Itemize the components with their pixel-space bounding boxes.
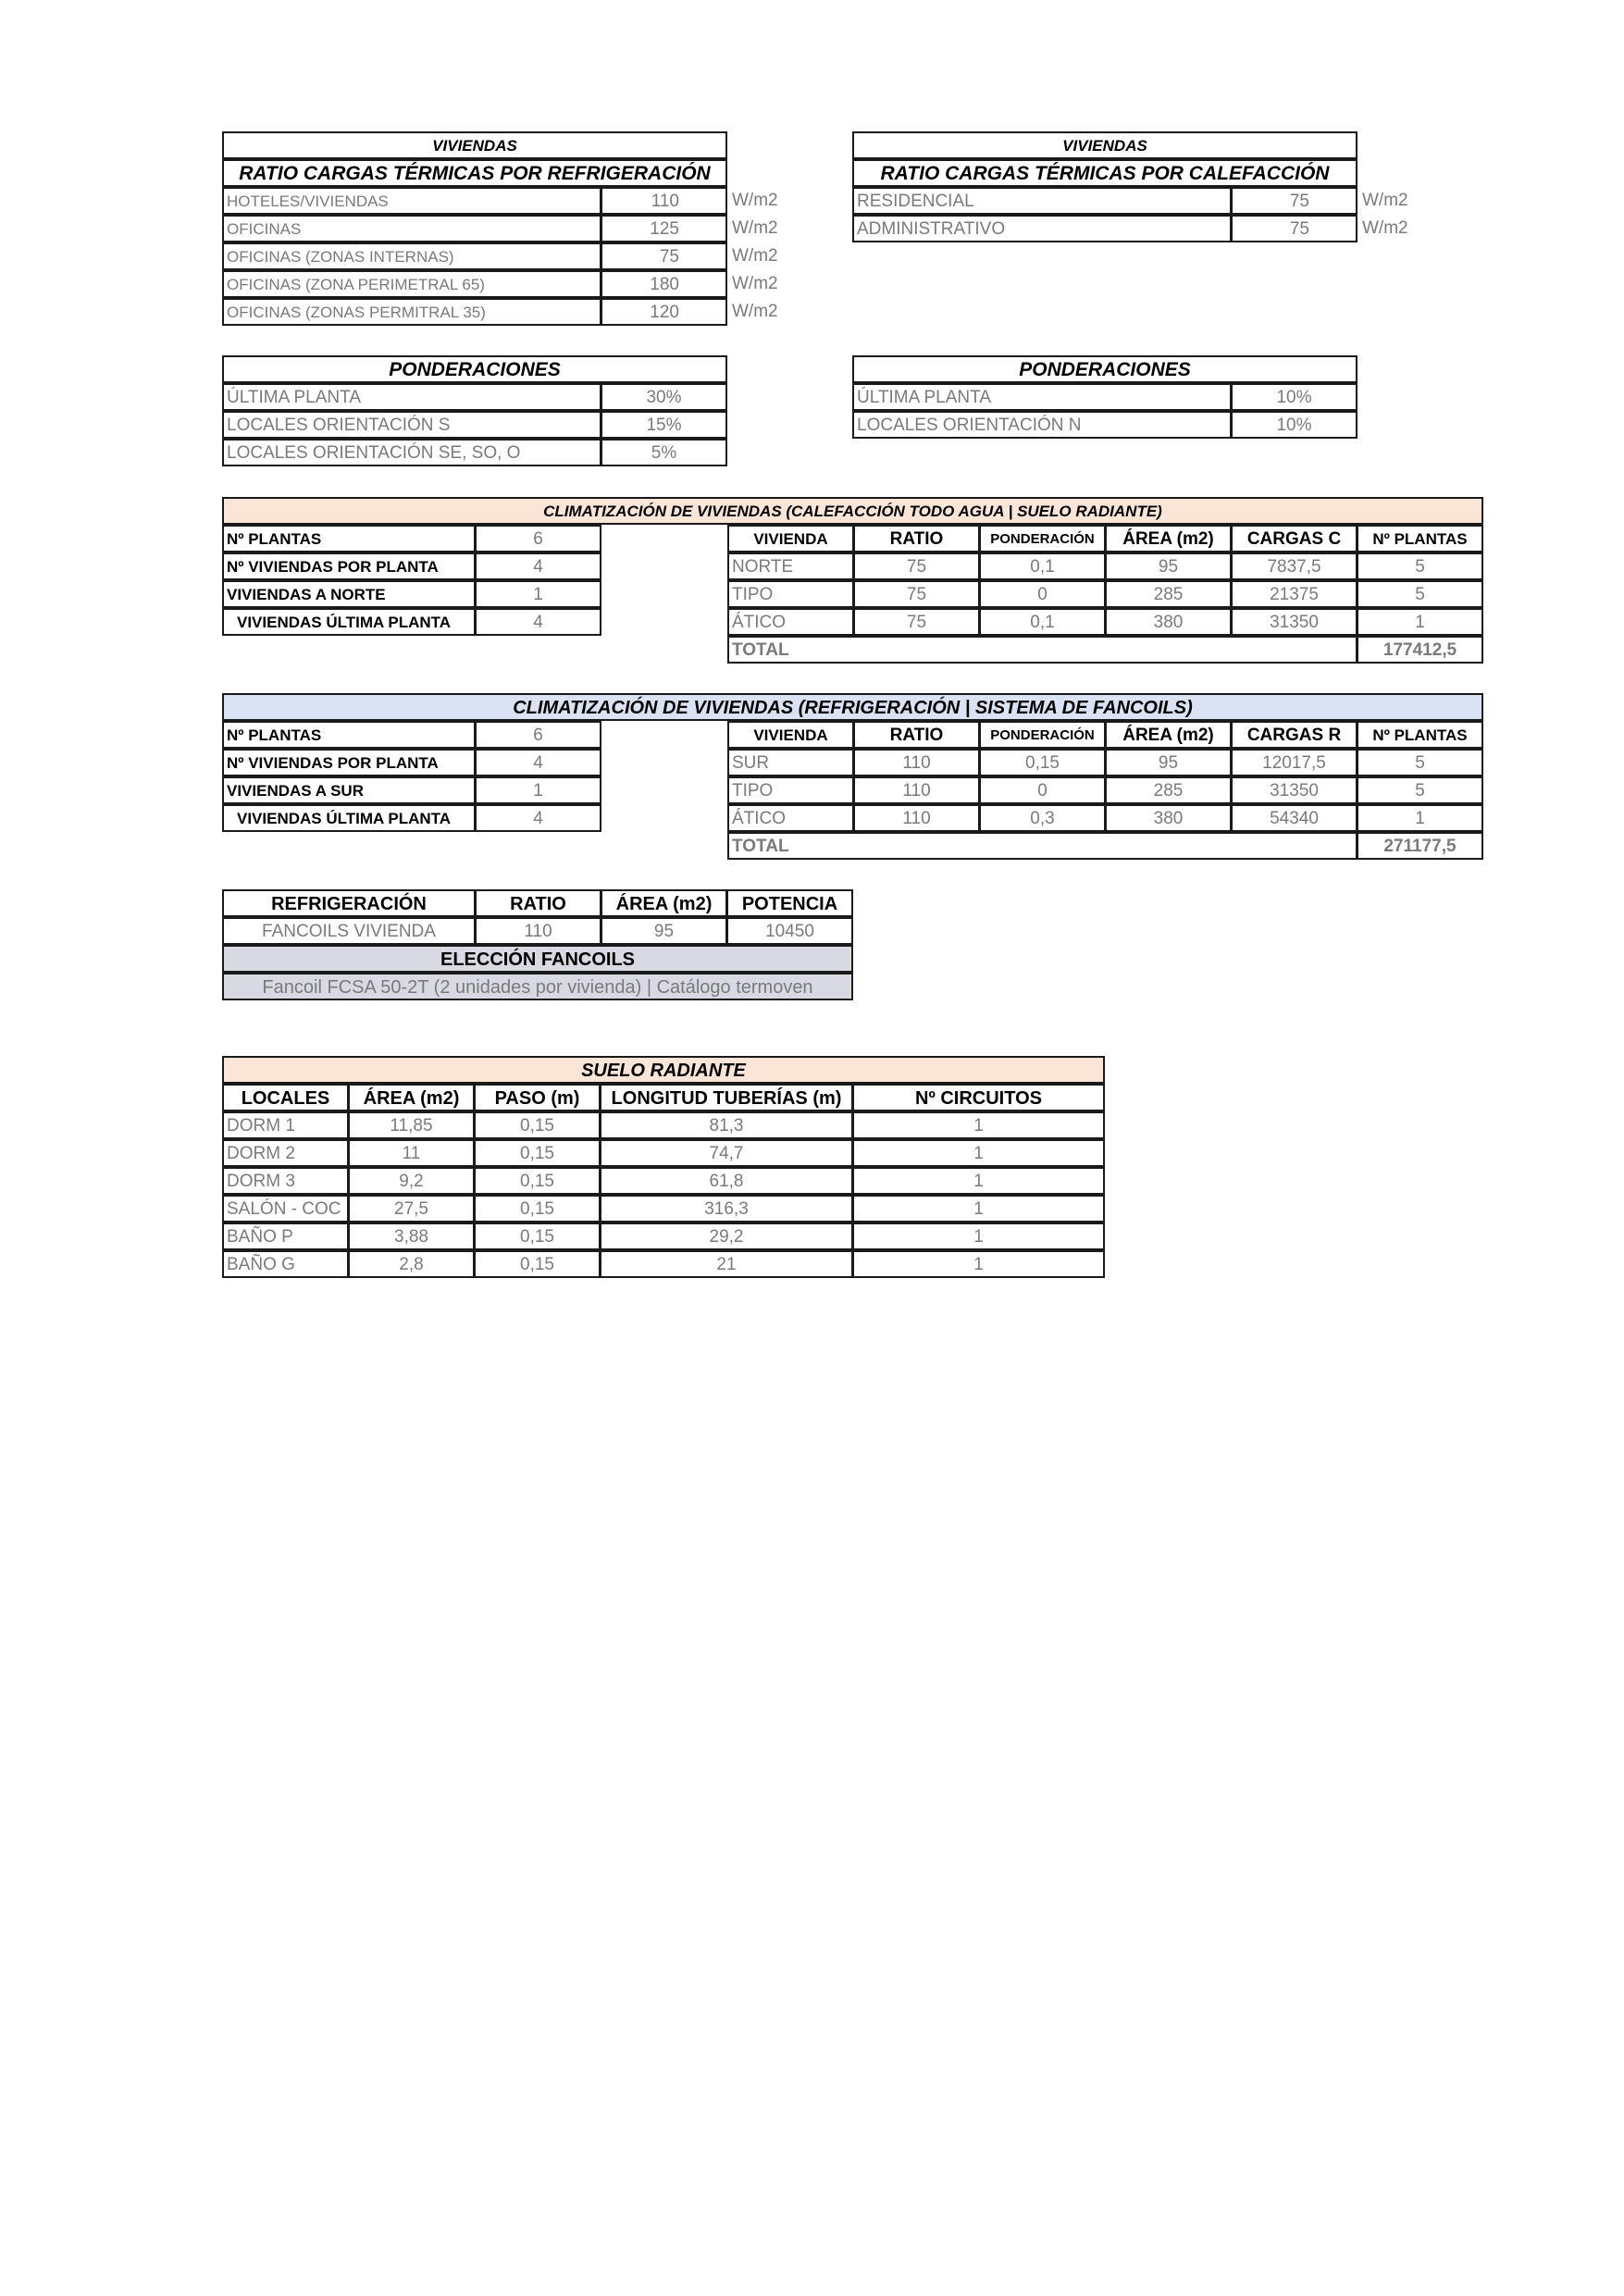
clim-heat-title: CLIMATIZACIÓN DE VIVIENDAS (CALEFACCIÓN TODO AGUA | SUELO RADIANTE)	[222, 497, 1483, 525]
column-header: Nº PLANTAS	[1357, 721, 1483, 749]
table-cell: 81,3	[600, 1111, 853, 1139]
ponderaciones-title: PONDERACIONES	[852, 355, 1357, 383]
table-cell: 12017,5	[1231, 749, 1357, 776]
table-cell: 1	[852, 1222, 1105, 1250]
table-cell: 75	[853, 552, 980, 580]
param-label: VIVIENDAS A NORTE	[222, 580, 476, 608]
heat-ratio-group: VIVIENDAS	[852, 131, 1357, 159]
table-cell: 29,2	[600, 1222, 853, 1250]
table-cell: 125	[601, 215, 727, 242]
table-cell: 0,15	[474, 1195, 601, 1222]
param-label: Nº VIVIENDAS POR PLANTA	[222, 749, 476, 776]
table-cell: RESIDENCIAL	[852, 187, 1232, 215]
table-cell: 110	[853, 776, 980, 804]
column-header: PONDERACIÓN	[979, 721, 1106, 749]
table-cell: 1	[1357, 608, 1483, 636]
column-header: ÁREA (m2)	[348, 1084, 475, 1111]
fancoil-choice-title: ELECCIÓN FANCOILS	[222, 945, 853, 973]
table-cell: NORTE	[727, 552, 854, 580]
table-cell: 1	[852, 1139, 1105, 1167]
table-cell: 9,2	[348, 1167, 475, 1195]
table-cell: 110	[853, 749, 980, 776]
table-cell: 2,8	[348, 1250, 475, 1278]
table-cell: 3,88	[348, 1222, 475, 1250]
table-cell: TIPO	[727, 776, 854, 804]
table-cell: 0,15	[474, 1250, 601, 1278]
fancoil-choice-text: Fancoil FCSA 50-2T (2 unidades por vivienda) | Catálogo termoven	[222, 973, 853, 1000]
table-cell: 7837,5	[1231, 552, 1357, 580]
column-header: LOCALES	[222, 1084, 349, 1111]
table-cell: 0,1	[979, 552, 1106, 580]
column-header: ÁREA (m2)	[1105, 525, 1232, 552]
table-cell: 10%	[1231, 411, 1357, 439]
table-cell: 5	[1357, 749, 1483, 776]
table-cell: 5	[1357, 552, 1483, 580]
total-value: 177412,5	[1357, 636, 1483, 664]
table-cell: 31350	[1231, 776, 1357, 804]
column-header: ÁREA (m2)	[1105, 721, 1232, 749]
table-cell: 110	[475, 917, 601, 945]
unit-label: W/m2	[732, 302, 778, 321]
table-cell: ÁTICO	[727, 608, 854, 636]
column-header: POTENCIA	[726, 889, 853, 917]
param-value: 1	[475, 776, 601, 804]
unit-label: W/m2	[1362, 218, 1408, 238]
table-cell: OFICINAS (ZONA PERIMETRAL 65)	[222, 270, 601, 298]
table-cell: BAÑO P	[222, 1222, 349, 1250]
table-cell: 5	[1357, 776, 1483, 804]
table-cell: LOCALES ORIENTACIÓN SE, SO, O	[222, 439, 601, 466]
table-cell: 0,1	[979, 608, 1106, 636]
heat-ratio-title: RATIO CARGAS TÉRMICAS POR CALEFACCIÓN	[852, 159, 1357, 187]
column-header: CARGAS C	[1231, 525, 1357, 552]
column-header: VIVIENDA	[727, 525, 854, 552]
table-cell: 0,15	[474, 1111, 601, 1139]
table-cell: 180	[601, 270, 727, 298]
param-value: 4	[475, 552, 601, 580]
table-cell: OFICINAS	[222, 215, 601, 242]
table-cell: HOTELES/VIVIENDAS	[222, 187, 601, 215]
column-header: CARGAS R	[1231, 721, 1357, 749]
table-cell: ÁTICO	[727, 804, 854, 832]
param-value: 4	[475, 749, 601, 776]
param-value: 4	[475, 804, 601, 832]
table-cell: DORM 2	[222, 1139, 349, 1167]
table-cell: LOCALES ORIENTACIÓN N	[852, 411, 1232, 439]
table-cell: 61,8	[600, 1167, 853, 1195]
table-cell: 1	[852, 1111, 1105, 1139]
table-cell: LOCALES ORIENTACIÓN S	[222, 411, 601, 439]
table-cell: ÚLTIMA PLANTA	[852, 383, 1232, 411]
param-label: Nº VIVIENDAS POR PLANTA	[222, 552, 476, 580]
table-cell: BAÑO G	[222, 1250, 349, 1278]
table-cell: 316,3	[600, 1195, 853, 1222]
param-label: Nº PLANTAS	[222, 721, 476, 749]
table-cell: 11,85	[348, 1111, 475, 1139]
column-header: PASO (m)	[474, 1084, 601, 1111]
table-cell: 30%	[601, 383, 727, 411]
table-cell: 75	[1231, 215, 1357, 242]
clim-cool-title: CLIMATIZACIÓN DE VIVIENDAS (REFRIGERACIÓN | SISTEMA DE FANCOILS)	[222, 693, 1483, 721]
table-cell: 75	[1231, 187, 1357, 215]
table-cell: 10%	[1231, 383, 1357, 411]
table-cell: 1	[852, 1250, 1105, 1278]
table-cell: 11	[348, 1139, 475, 1167]
table-cell: 95	[1105, 552, 1232, 580]
unit-label: W/m2	[732, 191, 778, 210]
table-cell: SALÓN - COC	[222, 1195, 349, 1222]
table-cell: 0,15	[474, 1222, 601, 1250]
table-cell: 380	[1105, 804, 1232, 832]
table-cell: DORM 1	[222, 1111, 349, 1139]
table-cell: 10450	[726, 917, 853, 945]
table-cell: 15%	[601, 411, 727, 439]
table-cell: 95	[1105, 749, 1232, 776]
table-cell: 110	[853, 804, 980, 832]
param-label: VIVIENDAS A SUR	[222, 776, 476, 804]
table-cell: 0	[979, 580, 1106, 608]
param-value: 6	[475, 525, 601, 552]
table-cell: 0,15	[979, 749, 1106, 776]
table-cell: 120	[601, 298, 727, 326]
table-cell: OFICINAS (ZONAS INTERNAS)	[222, 242, 601, 270]
table-cell: 110	[601, 187, 727, 215]
param-value: 6	[475, 721, 601, 749]
table-cell: FANCOILS VIVIENDA	[222, 917, 476, 945]
total-label: TOTAL	[727, 832, 1357, 860]
refrig-ratio-group: VIVIENDAS	[222, 131, 727, 159]
table-cell: 54340	[1231, 804, 1357, 832]
table-cell: 380	[1105, 608, 1232, 636]
table-cell: 27,5	[348, 1195, 475, 1222]
column-header: RATIO	[853, 525, 980, 552]
column-header: LONGITUD TUBERÍAS (m)	[600, 1084, 853, 1111]
table-cell: 5	[1357, 580, 1483, 608]
table-cell: 75	[853, 580, 980, 608]
unit-label: W/m2	[1362, 191, 1408, 210]
unit-label: W/m2	[732, 246, 778, 266]
param-value: 4	[475, 608, 601, 636]
table-cell: 75	[601, 242, 727, 270]
table-cell: 21	[600, 1250, 853, 1278]
total-label: TOTAL	[727, 636, 1357, 664]
table-cell: 285	[1105, 580, 1232, 608]
column-header: VIVIENDA	[727, 721, 854, 749]
table-cell: 1	[1357, 804, 1483, 832]
column-header: Nº PLANTAS	[1357, 525, 1483, 552]
ponderaciones-title: PONDERACIONES	[222, 355, 727, 383]
unit-label: W/m2	[732, 218, 778, 238]
table-cell: 285	[1105, 776, 1232, 804]
column-header: ÁREA (m2)	[601, 889, 727, 917]
column-header: RATIO	[475, 889, 601, 917]
refrig-ratio-title: RATIO CARGAS TÉRMICAS POR REFRIGERACIÓN	[222, 159, 727, 187]
table-cell: 5%	[601, 439, 727, 466]
param-label: VIVIENDAS ÚLTIMA PLANTA	[222, 608, 476, 636]
column-header: RATIO	[853, 721, 980, 749]
param-value: 1	[475, 580, 601, 608]
table-cell: 0,3	[979, 804, 1106, 832]
table-cell: OFICINAS (ZONAS PERMITRAL 35)	[222, 298, 601, 326]
column-header: REFRIGERACIÓN	[222, 889, 476, 917]
param-label: Nº PLANTAS	[222, 525, 476, 552]
table-cell: ADMINISTRATIVO	[852, 215, 1232, 242]
table-cell: 0	[979, 776, 1106, 804]
table-cell: 0,15	[474, 1139, 601, 1167]
table-cell: DORM 3	[222, 1167, 349, 1195]
table-cell: 0,15	[474, 1167, 601, 1195]
param-label: VIVIENDAS ÚLTIMA PLANTA	[222, 804, 476, 832]
table-cell: 74,7	[600, 1139, 853, 1167]
table-cell: 1	[852, 1167, 1105, 1195]
table-cell: 1	[852, 1195, 1105, 1222]
table-cell: 75	[853, 608, 980, 636]
table-cell: ÚLTIMA PLANTA	[222, 383, 601, 411]
column-header: PONDERACIÓN	[979, 525, 1106, 552]
table-cell: 21375	[1231, 580, 1357, 608]
table-cell: SUR	[727, 749, 854, 776]
unit-label: W/m2	[732, 274, 778, 293]
table-cell: 95	[601, 917, 727, 945]
table-cell: 31350	[1231, 608, 1357, 636]
table-cell: TIPO	[727, 580, 854, 608]
suelo-radiante-title: SUELO RADIANTE	[222, 1056, 1105, 1084]
total-value: 271177,5	[1357, 832, 1483, 860]
column-header: Nº CIRCUITOS	[852, 1084, 1105, 1111]
